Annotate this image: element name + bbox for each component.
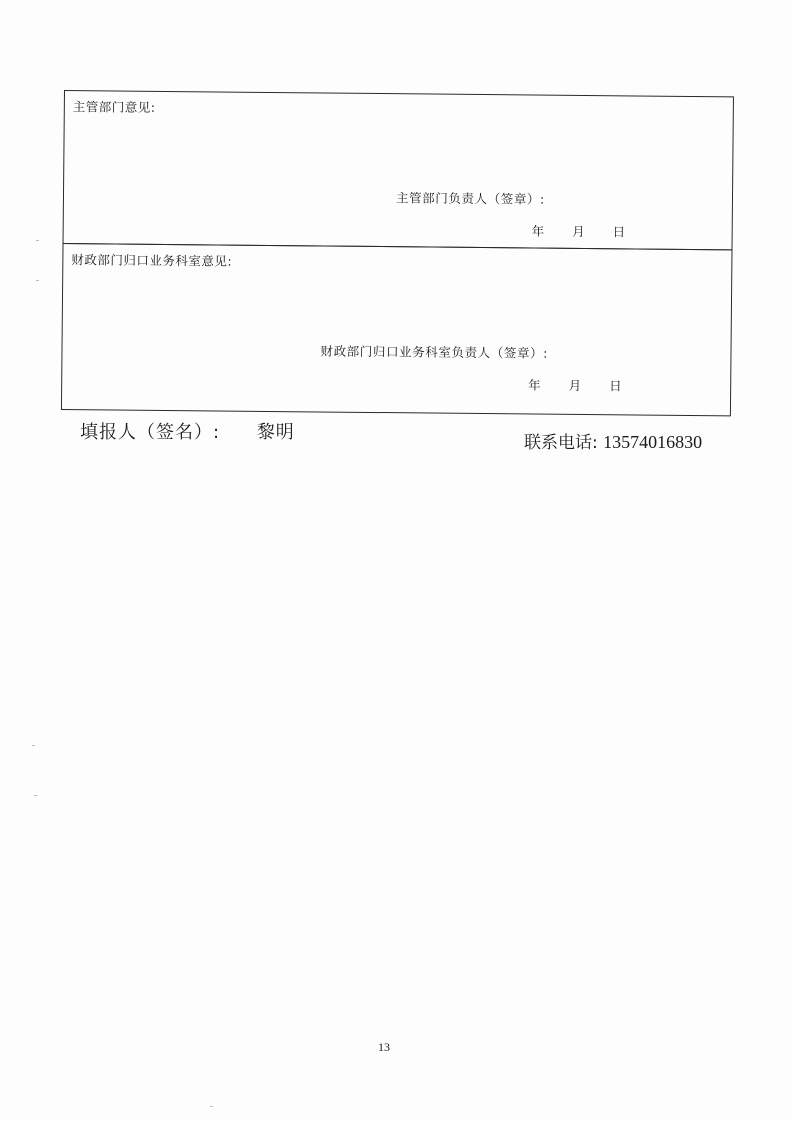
contact-phone: 13574016830: [603, 432, 703, 452]
finance-opinion-label: 财政部门归口业务科室意见:: [71, 252, 233, 269]
supervisor-opinion-section: [63, 90, 734, 250]
finance-signature-label: 财政部门归口业务科室负责人（签章）:: [320, 343, 549, 361]
scan-speck: [32, 745, 35, 746]
filler-name: 黎明: [256, 422, 295, 443]
scan-speck: [36, 280, 39, 281]
filler-label: 填报人（签名）:: [80, 422, 221, 443]
page-number: 13: [378, 1040, 390, 1054]
scan-speck: [34, 795, 37, 796]
date-day-label: 日: [609, 378, 622, 394]
date-month-label: 月: [572, 223, 585, 240]
scan-speck: [210, 1106, 213, 1107]
date-year-label: 年: [528, 377, 541, 393]
date-year-label: 年: [531, 223, 545, 239]
date-day-label: 日: [612, 224, 626, 240]
scan-speck: [36, 240, 39, 241]
supervisor-signature-label: 主管部门负责人（签章）:: [395, 190, 545, 207]
filler-signature: [80, 418, 295, 444]
finance-date-line: [528, 375, 622, 394]
contact-info: [524, 428, 702, 453]
opinion-form: [61, 90, 736, 416]
finance-opinion-section: [61, 243, 733, 416]
supervisor-opinion-label: 主管部门意见:: [72, 99, 156, 115]
contact-label: 联系电话:: [524, 433, 598, 453]
supervisor-date-line: [532, 221, 626, 240]
date-month-label: 月: [568, 377, 582, 393]
